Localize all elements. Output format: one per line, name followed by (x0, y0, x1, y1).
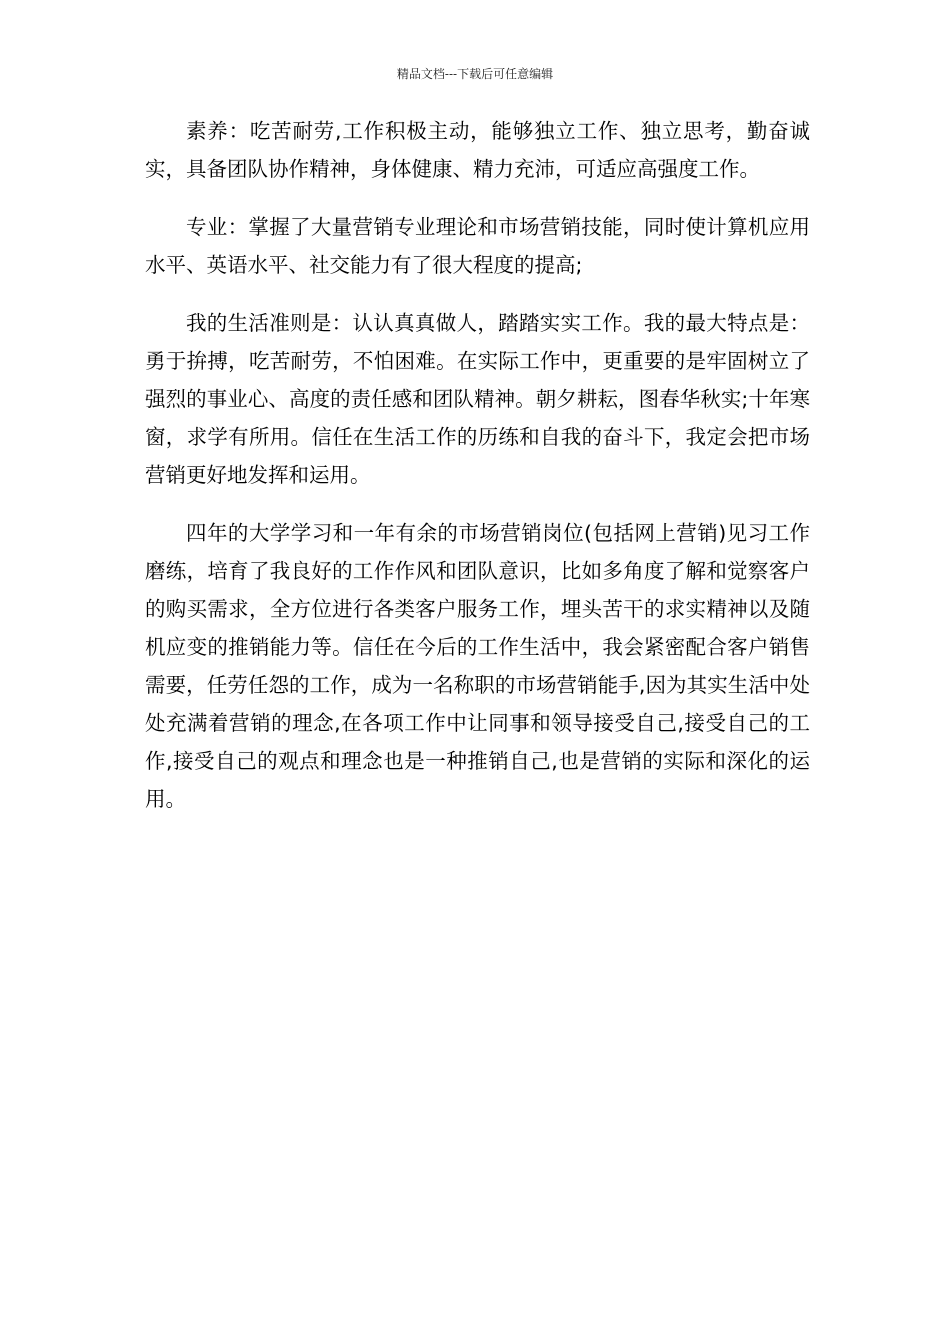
paragraph-life-principles: 我的生活准则是：认认真真做人，踏踏实实工作。我的最大特点是：勇于拚搏，吃苦耐劳，不怕困难。在实际工作中，更重要的是牢固树立了强烈的事业心、高度的责任感和团队精神。朝夕耕耘，图春华秋实;十年寒窗，求学有所用。信任在生活工作的历练和自我的奋斗下，我定会把市场营销更好地发挥和运用。 (145, 311, 810, 487)
document-body (145, 112, 810, 838)
paragraph-qualities: 素养：吃苦耐劳,工作积极主动，能够独立工作、独立思考，勤奋诚实，具备团队协作精神，身体健康、精力充沛，可适应高强度工作。 (145, 119, 810, 181)
paragraph-professional: 专业：掌握了大量营销专业理论和市场营销技能，同时使计算机应用水平、英语水平、社交能力有了很大程度的提高; (145, 215, 810, 277)
paragraph-experience: 四年的大学学习和一年有余的市场营销岗位(包括网上营销)见习工作磨练，培育了我良好的工作作风和团队意识，比如多角度了解和觉察客户的购买需求，全方位进行各类客户服务工作，埋头苦干的求实精神以及随机应变的推销能力等。信任在今后的工作生活中，我会紧密配合客户销售需要，任劳任怨的工作，成为一名称职的市场营销能手,因为其实生活中处处充满着营销的理念,在各项工作中让同事和领导接受自己,接受自己的工作,接受自己的观点和理念也是一种推销自己,也是营销的实际和深化的运用。 (145, 521, 810, 811)
page-header: 精品文档---下载后可任意编辑 (396, 67, 554, 81)
